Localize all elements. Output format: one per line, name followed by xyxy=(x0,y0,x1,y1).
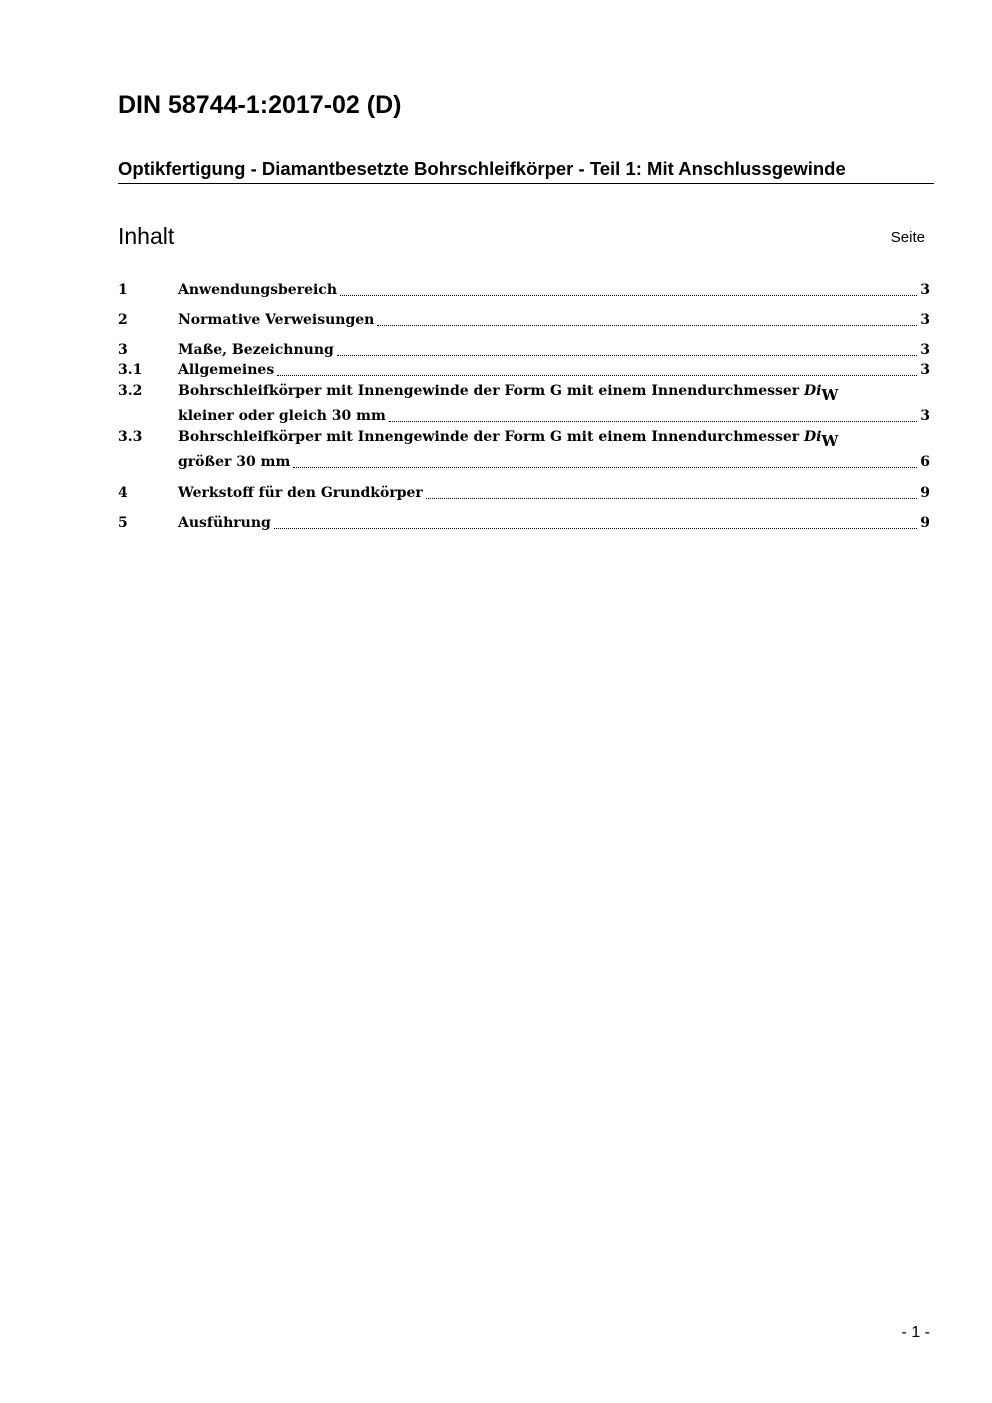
toc-entry-title: Anwendungsbereich xyxy=(178,282,337,298)
toc-entry-page: 9 xyxy=(920,485,930,501)
toc-leader-dots xyxy=(426,498,917,499)
toc-leader-dots xyxy=(389,421,917,422)
toc-heading: Inhalt xyxy=(118,223,175,249)
toc-entry-title: Werkstoff für den Grundkörper xyxy=(178,485,423,501)
toc-entry-page: 3 xyxy=(920,282,930,298)
toc-entry-number: 3.3 xyxy=(118,429,143,445)
toc-entry-title: Allgemeines xyxy=(178,362,275,378)
toc-entry-title-line1 xyxy=(178,380,838,402)
toc-leader-dots xyxy=(274,528,917,529)
toc-entry-3-2-continuation[interactable] xyxy=(118,405,930,427)
toc-entry-number: 3 xyxy=(118,342,128,358)
toc-entry-1[interactable] xyxy=(118,279,930,301)
toc-entry-number: 3.1 xyxy=(118,362,143,378)
toc-entry-title-text: Bohrschleifkörper mit Innengewinde der Form G mit einem Innendurchmesser xyxy=(178,429,800,445)
toc-entry-title: Normative Verweisungen xyxy=(178,312,375,328)
toc-entry-title-line2: größer 30 mm xyxy=(178,454,291,470)
footer-page-number: - 1 - xyxy=(901,1324,930,1341)
toc-page-column-label: Seite xyxy=(890,229,925,246)
toc-entry-5[interactable] xyxy=(118,512,930,534)
toc-leader-dots xyxy=(337,355,917,356)
toc-entry-title: Ausführung xyxy=(178,515,271,531)
toc-entry-number: 2 xyxy=(118,312,128,328)
toc-entry-page: 3 xyxy=(920,362,930,378)
toc-entry-3-3[interactable] xyxy=(118,426,930,448)
inner-diameter-symbol: $Di_W$ xyxy=(804,383,839,404)
document-title: DIN 58744-1:2017-02 (D) xyxy=(118,91,402,119)
toc-entry-number: 1 xyxy=(118,282,128,298)
toc-entry-number: 4 xyxy=(118,485,128,501)
toc-leader-dots xyxy=(340,295,917,296)
inner-diameter-symbol: $Di_W$ xyxy=(804,429,839,450)
toc-entry-title: Maße, Bezeichnung xyxy=(178,342,334,358)
toc-leader-dots xyxy=(293,467,917,468)
toc-entry-4[interactable] xyxy=(118,482,930,504)
toc-entry-3-3-continuation[interactable] xyxy=(118,451,930,473)
toc-entry-3-2[interactable] xyxy=(118,380,930,402)
toc-entry-number: 5 xyxy=(118,515,128,531)
toc-entry-title-text: Bohrschleifkörper mit Innengewinde der Form G mit einem Innendurchmesser xyxy=(178,383,800,399)
toc-entry-page: 3 xyxy=(920,342,930,358)
toc-entry-number: 3.2 xyxy=(118,383,143,399)
document-subtitle: Optikfertigung - Diamantbesetzte Bohrschleifkörper - Teil 1: Mit Anschlussgewinde xyxy=(118,157,934,184)
toc-entry-title-line2: kleiner oder gleich 30 mm xyxy=(178,408,386,424)
toc-entry-page: 6 xyxy=(920,454,930,470)
toc-entry-title-line1 xyxy=(178,426,838,448)
toc-entry-page: 9 xyxy=(920,515,930,531)
toc-leader-dots xyxy=(377,325,917,326)
toc-leader-dots xyxy=(277,375,917,376)
toc-entry-3[interactable] xyxy=(118,339,930,361)
toc-entry-page: 3 xyxy=(920,408,930,424)
toc-entry-2[interactable] xyxy=(118,309,930,331)
toc-entry-page: 3 xyxy=(920,312,930,328)
toc-entry-3-1[interactable] xyxy=(118,359,930,381)
